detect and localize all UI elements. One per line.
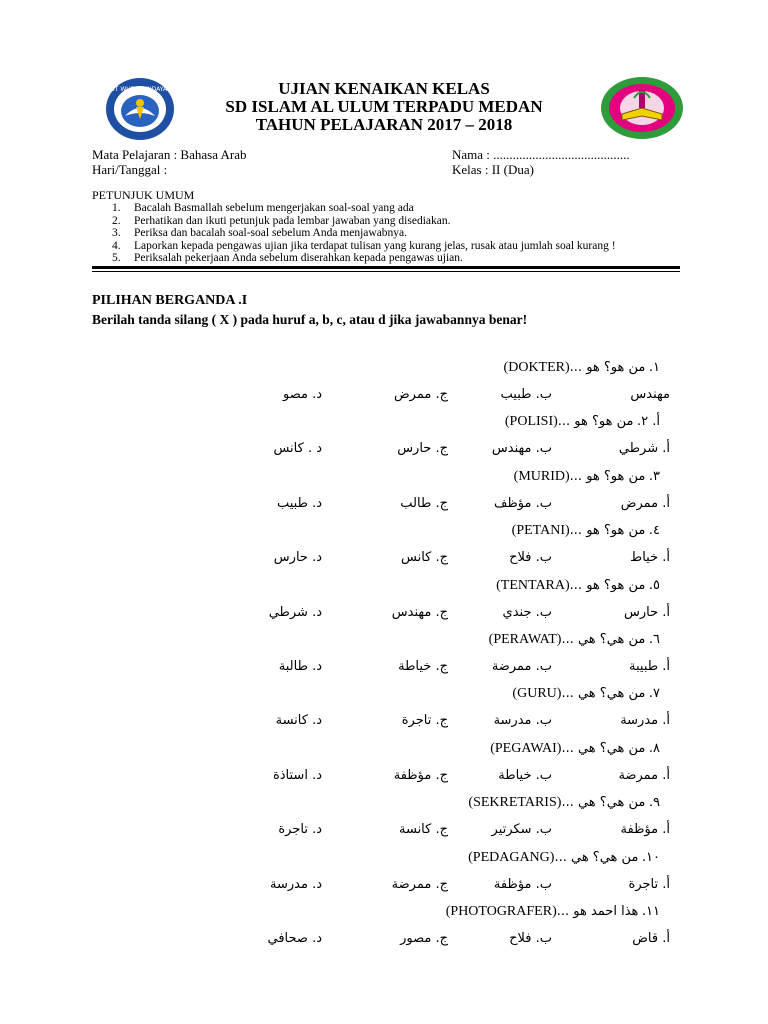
instruction-item: 5. Periksalah pekerjaan Anda sebelum diserahkan kepada pengawas ujian. <box>112 252 463 264</box>
answer-option[interactable]: ج. مؤظفة <box>393 768 448 783</box>
answer-option[interactable]: د. صحافي <box>267 931 322 946</box>
answer-option[interactable]: أ. ممرضة <box>618 768 670 783</box>
answer-option[interactable]: ج. خياطة <box>398 659 448 674</box>
question-number: ١٠. <box>641 850 660 865</box>
question-text: من هو؟ هو ... <box>557 414 634 429</box>
question-word: (POLISI) <box>504 414 558 429</box>
question-text: من هي؟ هي ... <box>561 741 646 756</box>
instructions-title: PETUNJUK UMUM <box>92 188 195 202</box>
answer-options <box>250 931 670 951</box>
answer-option[interactable]: د. حارس <box>273 550 322 565</box>
answer-option[interactable]: ب. مدرسة <box>493 713 552 728</box>
question-text: من هي؟ هي ... <box>561 632 646 647</box>
question-prompt <box>496 578 660 594</box>
answer-option[interactable]: د. شرطي <box>268 605 322 620</box>
question-text: من هو؟ هو ... <box>569 523 646 538</box>
answer-option[interactable]: مهندس <box>630 387 670 402</box>
question-word: (PETANI) <box>511 523 570 538</box>
answer-option[interactable]: د. مصو <box>282 387 322 402</box>
question-prompt <box>490 741 660 757</box>
answer-option[interactable]: ج. كانس <box>401 550 448 565</box>
student-name-line: Nama : .......................................... <box>452 147 630 162</box>
answer-options <box>250 496 670 516</box>
answer-option[interactable]: د. طالبة <box>278 659 322 674</box>
answer-option[interactable]: د. طبيب <box>276 496 322 511</box>
question-text: من هي؟ هي ... <box>561 795 646 810</box>
question-word: (MURID) <box>513 469 570 484</box>
academic-year: TAHUN PELAJARAN 2017 – 2018 <box>255 115 513 134</box>
divider-thick <box>92 266 680 269</box>
question-text: من هي؟ هي ... <box>554 850 639 865</box>
answer-option[interactable]: ج. حارس <box>397 441 448 456</box>
divider-thin <box>92 271 680 272</box>
answer-option[interactable]: ب. جندي <box>502 605 552 620</box>
question-word: (PEGAWAI) <box>490 741 562 756</box>
question-number: ٨. <box>648 741 660 756</box>
instruction-item: 3. Periksa dan bacalah soal-soal sebelum Anda menjawabnya. <box>112 227 408 239</box>
subject-line: Mata Pelajaran : Bahasa Arab <box>92 147 247 162</box>
question-number: ٤. <box>648 523 660 538</box>
instruction-item: 4. Laporkan kepada pengawas ujian jika terdapat tulisan yang kurang jelas, rusak atau jumlah soal kurang ! <box>112 239 616 252</box>
answer-options <box>250 605 670 625</box>
answer-option[interactable]: ب. سكرتير <box>491 822 552 837</box>
question-text: من هو؟ هو ... <box>569 360 646 375</box>
question-text: من هو؟ هو ... <box>569 578 646 593</box>
question-number: ١١. <box>641 904 660 919</box>
answer-option[interactable]: ب. طبيب <box>500 387 552 402</box>
answer-option[interactable]: ج. مهندس <box>391 605 448 620</box>
answer-option[interactable]: أ. مدرسة <box>620 713 670 728</box>
answer-option[interactable]: أ. قاض <box>632 931 670 946</box>
answer-option[interactable]: د . كانس <box>273 441 322 456</box>
answer-option[interactable]: أ. تاجرة <box>628 877 670 892</box>
question-word: (PHOTOGRAFER) <box>445 904 557 919</box>
question-number: ١. <box>648 360 660 375</box>
answer-option[interactable]: د. كانسة <box>275 713 322 728</box>
answer-option[interactable]: ب. ممرضة <box>491 659 552 674</box>
question-number: ٧. <box>648 686 660 701</box>
answer-option[interactable]: ب. خياطة <box>498 768 552 783</box>
answer-option[interactable]: د. استاذة <box>272 768 322 783</box>
answer-option[interactable]: ب. مؤظفة <box>493 877 552 892</box>
answer-option[interactable]: ج. ممرض <box>393 387 448 402</box>
answer-options <box>250 659 670 679</box>
answer-option[interactable]: أ. خياط <box>630 550 670 565</box>
question-text: هذا احمد هو ... <box>556 904 639 919</box>
question-word: (TENTARA) <box>496 578 570 593</box>
answer-option[interactable]: ب. مؤظف <box>494 496 552 511</box>
answer-option[interactable]: ج. كانسة <box>399 822 448 837</box>
question-prompt <box>514 469 660 485</box>
question-text: من هي؟ هي ... <box>561 686 646 701</box>
question-word: (PEDAGANG) <box>468 850 555 865</box>
answer-option[interactable]: ب. مهندس <box>491 441 552 456</box>
answer-option[interactable]: د. تاجرة <box>278 822 322 837</box>
question-number: ٣. <box>648 469 660 484</box>
question-prompt <box>489 632 660 648</box>
answer-options <box>250 768 670 788</box>
svg-text:TUT WURI HANDAYANI: TUT WURI HANDAYANI <box>106 86 174 93</box>
section-instruction: Berilah tanda silang ( X ) pada huruf a, b, c, atau d jika jawabannya benar! <box>92 312 528 327</box>
answer-option[interactable]: أ. حارس <box>623 605 670 620</box>
answer-options <box>250 441 670 461</box>
school-name: SD ISLAM AL ULUM TERPADU MEDAN <box>225 97 543 116</box>
answer-options <box>250 877 670 897</box>
question-number: أ. ٢. <box>636 414 660 429</box>
answer-option[interactable]: ج. مصور <box>400 931 448 946</box>
instruction-item: 1. Bacalah Basmallah sebelum mengerjakan soal-soal yang ada <box>112 202 414 214</box>
day-date-line: Hari/Tanggal : <box>92 162 168 177</box>
question-prompt <box>446 904 660 920</box>
answer-option[interactable]: أ. شرطي <box>618 441 670 456</box>
question-prompt <box>468 795 660 811</box>
question-word: (GURU) <box>512 686 562 701</box>
question-word: (DOKTER) <box>503 360 570 375</box>
question-prompt <box>512 686 660 702</box>
question-prompt <box>468 850 660 866</box>
answer-options <box>250 713 670 733</box>
answer-options <box>250 550 670 570</box>
question-prompt <box>504 360 660 376</box>
answer-option[interactable]: أ. طبيبة <box>629 659 670 674</box>
answer-option[interactable]: أ. ممرض <box>620 496 670 511</box>
question-number: ٦. <box>648 632 660 647</box>
instructions-list <box>112 202 616 265</box>
question-number: ٩. <box>648 795 660 810</box>
question-text: من هو؟ هو ... <box>569 469 646 484</box>
answer-option[interactable]: ب. فلاح <box>509 931 552 946</box>
answer-option[interactable]: ج. تاجرة <box>401 713 448 728</box>
answer-option[interactable]: ج. طالب <box>400 496 448 511</box>
section-title: PILIHAN BERGANDA .I <box>92 293 248 308</box>
answer-options <box>250 387 670 407</box>
instruction-item: 2. Perhatikan dan ikuti petunjuk pada lembar jawaban yang disediakan. <box>112 214 451 227</box>
question-word: (SEKRETARIS) <box>468 795 562 810</box>
exam-title: UJIAN KENAIKAN KELAS <box>278 79 490 98</box>
answer-option[interactable]: أ. مؤظفة <box>620 822 670 837</box>
answer-option[interactable]: ج. ممرضة <box>391 877 448 892</box>
answer-options <box>250 822 670 842</box>
question-number: ٥. <box>648 578 660 593</box>
class-line: Kelas : II (Dua) <box>452 162 534 177</box>
question-word: (PERAWAT) <box>488 632 562 647</box>
question-prompt <box>512 523 660 539</box>
question-prompt <box>505 414 660 430</box>
answer-option[interactable]: ب. فلاح <box>509 550 552 565</box>
answer-option[interactable]: د. مدرسة <box>270 877 322 892</box>
